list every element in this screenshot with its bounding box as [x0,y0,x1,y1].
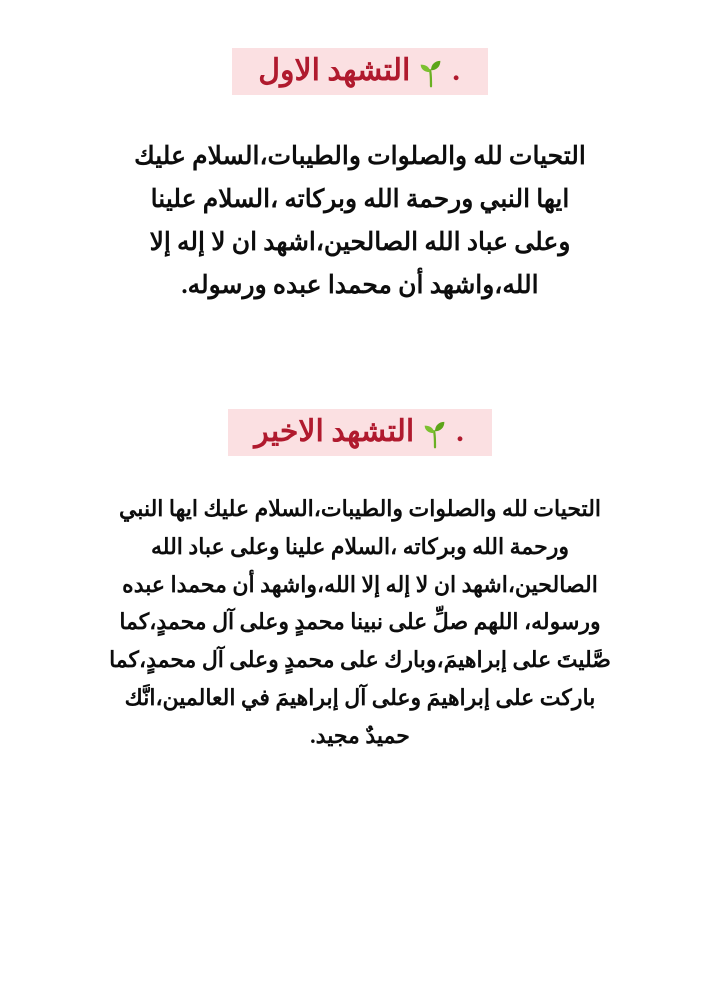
heading-banner-last [228,409,491,456]
heading-title-first: التشهد الاول [258,54,411,87]
heading-trailing-dot-first: . [452,54,460,87]
sprout-icon [416,59,446,89]
body-text-last: التحيات لله والصلوات والطيبات،السلام عليك ايها النبي ورحمة الله وبركاته ،السلام علينا وعلى عباد الله الصالحين،اشهد ان لا إله إلا الله،واشهد أن محمدا عبده ورسوله، اللهم صلِّ على نبينا محمدٍ وعلى آل محمدٍ،كما صَّليتَ على إبراهيمَ،وبارك على محمدٍ وعلى آل محمدٍ،كما باركت على إبراهيمَ وعلى آل إبراهيمَ في العالمين،انَّك حميدٌ مجيد. [109,496,611,748]
section-last-tashahhud [0,409,720,755]
body-text-first: التحيات لله والصلوات والطيبات،السلام عليك ايها النبي ورحمة الله وبركاته ،السلام علينا وعلى عباد الله الصالحين،اشهد ان لا إله إلا الله،واشهد أن محمدا عبده ورسوله. [134,143,586,299]
heading-banner-first [232,48,488,95]
heading-title-last: التشهد الاخير [254,415,415,448]
sprout-icon [420,420,450,450]
section-first-tashahhud [0,48,720,307]
heading-trailing-dot-last: . [456,415,464,448]
